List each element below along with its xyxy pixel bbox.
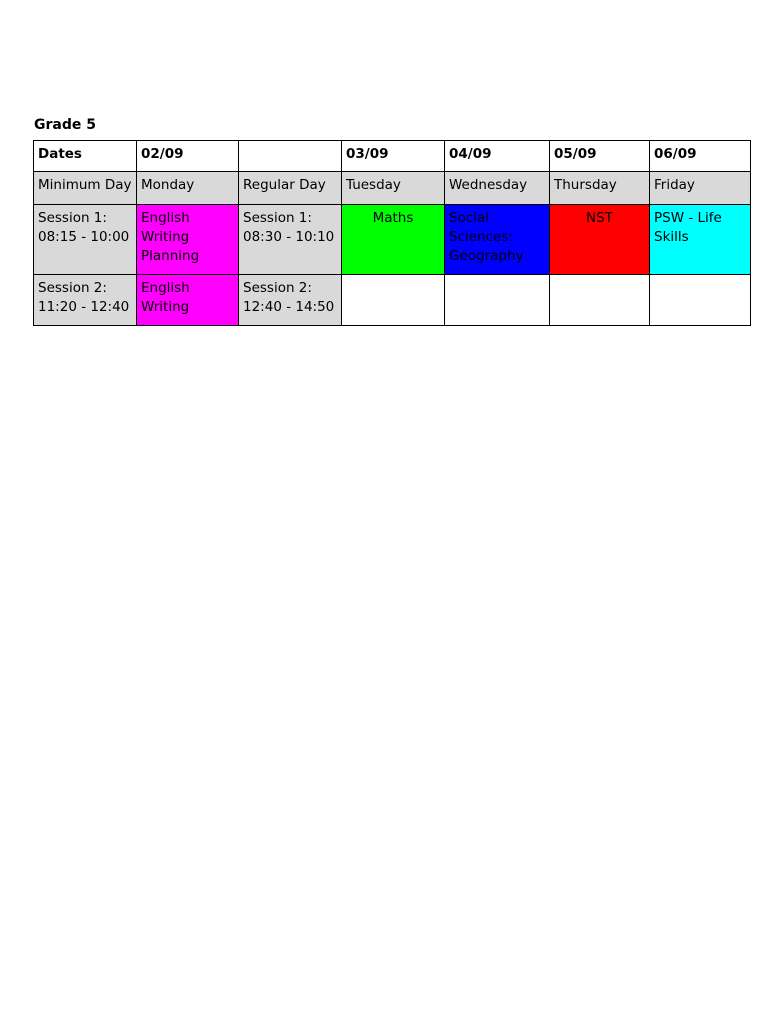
- session2-row: [34, 275, 751, 326]
- friday-session1-subject: PSW - Life Skills: [650, 205, 751, 275]
- day-cell-thursday: Thursday: [550, 172, 650, 205]
- day-cell-tuesday: Tuesday: [342, 172, 445, 205]
- session-label: Session 2:: [38, 280, 107, 296]
- session1-regular-time: [239, 205, 342, 275]
- wednesday-session1-subject: Social Sciences: Geography: [445, 205, 550, 275]
- date-cell: 04/09: [445, 141, 550, 172]
- day-type-regular: Regular Day: [239, 172, 342, 205]
- days-row: [34, 172, 751, 205]
- session-time: 08:30 - 10:10: [243, 229, 335, 245]
- session-time: 12:40 - 14:50: [243, 299, 335, 315]
- dates-label: Dates: [34, 141, 137, 172]
- date-cell-empty: [239, 141, 342, 172]
- session-time: 08:15 - 10:00: [38, 229, 130, 245]
- session2-minimum-time: [34, 275, 137, 326]
- date-cell: 06/09: [650, 141, 751, 172]
- date-cell: 05/09: [550, 141, 650, 172]
- session-label: Session 2:: [243, 280, 312, 296]
- session2-regular-time: [239, 275, 342, 326]
- day-cell-friday: Friday: [650, 172, 751, 205]
- monday-session2-subject: English Writing: [137, 275, 239, 326]
- day-cell-monday: Monday: [137, 172, 239, 205]
- session1-minimum-time: [34, 205, 137, 275]
- tuesday-session1-subject: Maths: [342, 205, 445, 275]
- session-label: Session 1:: [243, 210, 312, 226]
- timetable: [33, 140, 751, 326]
- date-cell: 03/09: [342, 141, 445, 172]
- wednesday-session2-empty: [445, 275, 550, 326]
- page-title: Grade 5: [34, 117, 96, 133]
- session-time: 11:20 - 12:40: [38, 299, 130, 315]
- dates-row: [34, 141, 751, 172]
- friday-session2-empty: [650, 275, 751, 326]
- thursday-session1-subject: NST: [550, 205, 650, 275]
- session1-row: [34, 205, 751, 275]
- monday-session1-subject: English Writing Planning: [137, 205, 239, 275]
- session-label: Session 1:: [38, 210, 107, 226]
- day-cell-wednesday: Wednesday: [445, 172, 550, 205]
- tuesday-session2-empty: [342, 275, 445, 326]
- date-cell: 02/09: [137, 141, 239, 172]
- thursday-session2-empty: [550, 275, 650, 326]
- day-type-minimum: Minimum Day: [34, 172, 137, 205]
